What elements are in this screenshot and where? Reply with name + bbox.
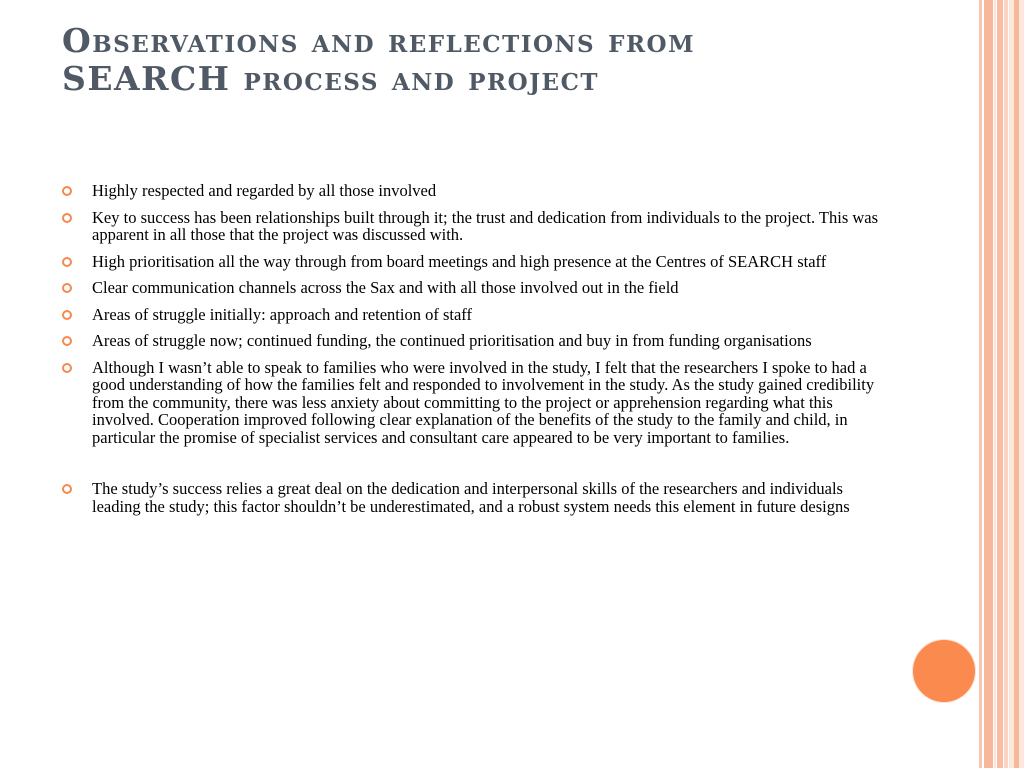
- bullet-list: [62, 182, 882, 524]
- bullet-text: Although I wasn’t able to speak to families who were involved in the study, I felt that the researchers I spoke to had a good understanding of how the families felt and responded to involvement in the study. As the study gained credibility from the community, there was less anxiety about committing to the project or apprehension regarding what this involved. Cooperation improved following clear explanation of the benefits of the study to the family and child, in particular the promise of specialist services and consultant care appeared to be very important to families.: [92, 357, 875, 447]
- decorative-stripe: [979, 0, 982, 768]
- bullet-item: [62, 253, 882, 271]
- decorative-stripe: [984, 0, 993, 768]
- bullet-circle-icon: [62, 310, 72, 320]
- decorative-stripe: [997, 0, 1003, 768]
- bullet-text: Clear communication channels across the Sax and with all those involved out in the field: [92, 278, 679, 297]
- bullet-item: [62, 332, 882, 350]
- bullet-circle-icon: [62, 213, 72, 223]
- bullet-text: Key to success has been relationships built through it; the trust and dedication from individuals to the project. This was apparent in all those that the project was discussed with.: [92, 207, 879, 244]
- bullet-circle-icon: [62, 336, 72, 346]
- bullet-circle-icon: [62, 283, 72, 293]
- slide-title-line-2: SEARCH process and project: [62, 59, 600, 98]
- bullet-item: [62, 182, 882, 200]
- bullet-text: Areas of struggle initially: approach and retention of staff: [92, 304, 472, 324]
- slide-title: [62, 22, 942, 98]
- bullet-text: Areas of struggle now; continued funding, the continued prioritisation and buy in from funding organisations: [92, 331, 812, 350]
- bullet-circle-icon: [62, 363, 72, 373]
- slide-title-line-1: Observations and reflections from: [62, 21, 696, 60]
- bullet-item: [62, 209, 882, 244]
- bullet-item: [62, 306, 882, 324]
- bullet-item: [62, 359, 882, 447]
- bullet-text: The study’s success relies a great deal on the dedication and interpersonal skills of the researchers and individuals leading the study; this factor shouldn’t be underestimated, and a robust system needs this element in future designs: [92, 479, 850, 516]
- accent-circle-icon: [913, 640, 975, 702]
- bullet-circle-icon: [62, 186, 72, 196]
- bullet-circle-icon: [62, 257, 72, 267]
- bullet-text: Highly respected and regarded by all those involved: [92, 181, 437, 200]
- decorative-stripe: [994, 0, 996, 768]
- decorative-stripe: [1004, 0, 1008, 768]
- decorative-stripe: [1014, 0, 1019, 768]
- bullet-item: [62, 279, 882, 297]
- bullet-circle-icon: [62, 484, 72, 494]
- bullet-item: [62, 480, 882, 515]
- bullet-text: High prioritisation all the way through from board meetings and high presence at the Centres of SEARCH staff: [92, 251, 827, 271]
